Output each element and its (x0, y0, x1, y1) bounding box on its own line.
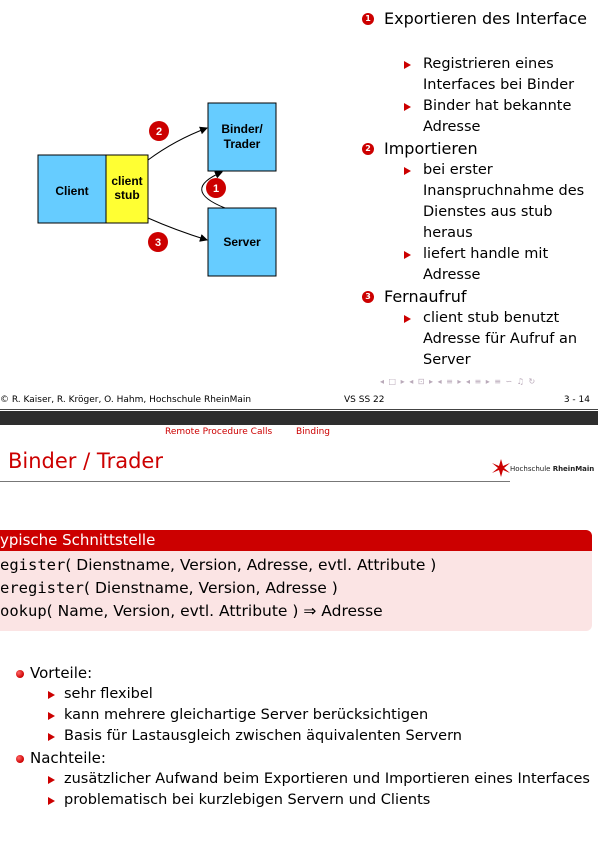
step-label: Exportieren des Interface (384, 9, 588, 28)
ball-bullet-icon (16, 755, 24, 763)
nav-subsection[interactable]: Binding (296, 427, 331, 437)
substep: bei erster (360, 160, 598, 181)
block-body (0, 551, 592, 631)
footer-course: VS SS 22 (344, 395, 385, 405)
step-number-badge: 3 (362, 291, 374, 303)
step-label: Importieren (384, 139, 478, 158)
client-stub-label-2: stub (114, 188, 140, 202)
triangle-bullet-icon (48, 691, 55, 699)
substep: liefert handle mit (360, 244, 598, 265)
binding-steps-list (360, 8, 598, 371)
rpc-binding-diagram (0, 0, 300, 300)
triangle-bullet-icon (404, 315, 411, 323)
university-logo (490, 457, 598, 481)
step-2-number: 2 (155, 126, 163, 138)
interface-block (0, 530, 592, 631)
interface-line-register: egister( Dienstname, Version, Adresse, evtl. Attribute ) (0, 556, 437, 574)
step-import (360, 138, 598, 160)
substep: Interfaces bei Binder (423, 77, 575, 93)
interface-line-lookup: ookup( Name, Version, evtl. Attribute ) ⇒ Adresse (0, 602, 383, 620)
footer-authors: © R. Kaiser, R. Kröger, O. Hahm, Hochschule RheinMain (0, 395, 252, 405)
pros-cons-list (0, 662, 598, 811)
step-1-number: 1 (212, 183, 220, 195)
title-divider (0, 481, 510, 482)
list-item: Basis für Lastausgleich zwischen äquivalenten Servern (0, 726, 598, 747)
list-item: problematisch bei kurzlebigen Servern und Clients (0, 790, 598, 811)
step-remote-call (360, 286, 598, 308)
triangle-bullet-icon (48, 776, 55, 784)
ball-bullet-icon (16, 670, 24, 678)
substep: client stub benutzt (360, 308, 598, 329)
substep: Server (423, 352, 471, 368)
client-label: Client (55, 184, 89, 198)
binder-label-2: Trader (223, 137, 261, 151)
triangle-bullet-icon (48, 733, 55, 741)
substep: Binder hat bekannte (360, 96, 598, 117)
triangle-bullet-icon (404, 167, 411, 175)
substep: heraus (423, 225, 473, 241)
page-title: Binder / Trader (8, 449, 163, 473)
logo-text: Hochschule RheinMain (510, 465, 595, 473)
step-number-badge: 1 (362, 13, 374, 25)
substep: Dienstes aus stub (423, 204, 553, 220)
triangle-bullet-icon (404, 61, 411, 69)
triangle-bullet-icon (48, 712, 55, 720)
substep: Adresse für Aufruf an (423, 331, 578, 347)
client-stub-label-1: client (111, 174, 143, 188)
list-item: kann mehrere gleichartige Server berücksichtigen (0, 705, 598, 726)
block-heading: ypische Schnittstelle (0, 530, 592, 551)
slide-footer (0, 390, 598, 410)
triangle-bullet-icon (404, 251, 411, 259)
star-logo-icon (490, 457, 512, 479)
triangle-bullet-icon (404, 103, 411, 111)
substep: Adresse (423, 267, 481, 283)
slide-separator (0, 411, 598, 425)
binder-label-1: Binder/ (221, 122, 263, 136)
cons-heading: Nachteile: (0, 747, 598, 769)
substep: Adresse (423, 119, 481, 135)
pros-heading: Vorteile: (0, 662, 598, 684)
nav-section[interactable]: Remote Procedure Calls (165, 427, 273, 437)
interface-line-deregister: eregister( Dienstname, Version, Adresse ) (0, 579, 338, 597)
substep: Registrieren eines (360, 54, 598, 75)
section-navigation (0, 425, 598, 440)
footer-page-number: 3 - 14 (563, 395, 590, 405)
step-export (360, 8, 598, 30)
list-item: sehr flexibel (0, 684, 598, 705)
step-3-number: 3 (154, 237, 162, 249)
substep: Inanspruchnahme des (423, 183, 585, 199)
triangle-bullet-icon (48, 797, 55, 805)
step-label: Fernaufruf (384, 287, 467, 306)
beamer-navigation-symbols[interactable]: ◂ □ ▸ ◂ ⊡ ▸ ◂ ≡ ▸ ◂ ≡ ▸ ≡ ∽ ♫ ↻ (380, 377, 537, 386)
list-item: zusätzlicher Aufwand beim Exportieren und Importieren eines Interfaces (0, 769, 598, 790)
step-number-badge: 2 (362, 143, 374, 155)
server-label: Server (223, 235, 261, 249)
